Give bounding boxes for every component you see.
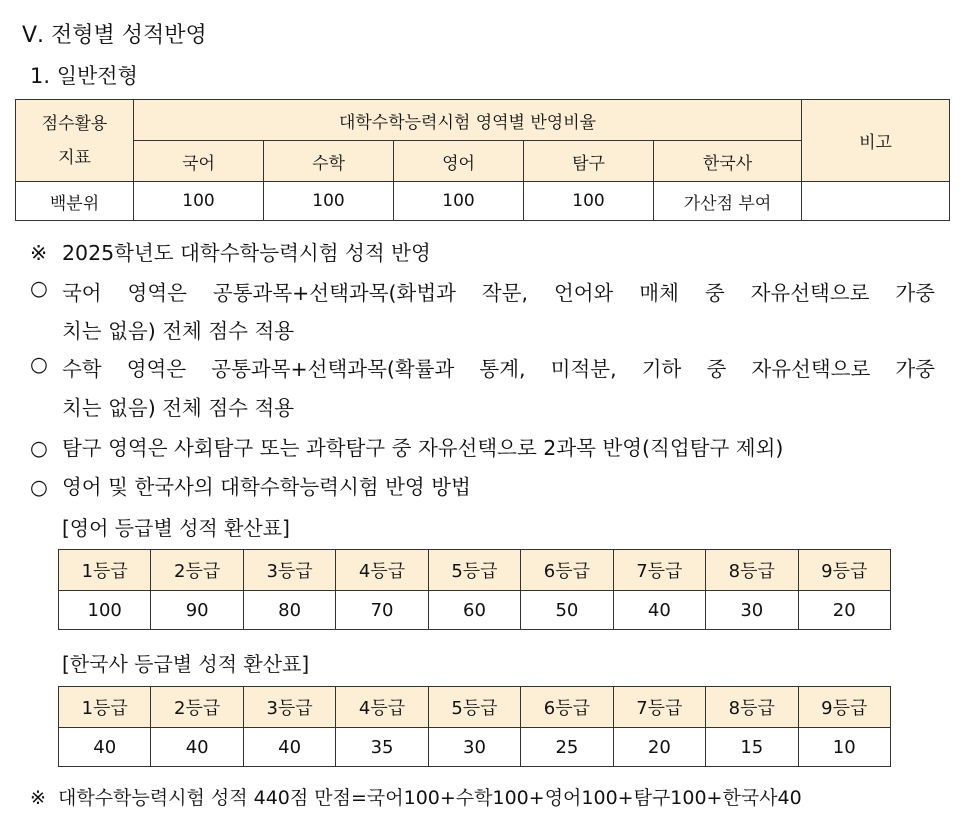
note-csat-year	[30, 236, 431, 266]
history-grade-table	[58, 686, 891, 767]
circle-bullet-icon: ○	[30, 276, 48, 300]
cell-index: 백분위	[16, 182, 134, 221]
grade-score: 100	[59, 591, 151, 630]
header-subject: 한국사	[654, 141, 802, 182]
grade-header: 7등급	[613, 687, 705, 728]
note-text: 탐구 영역은 사회탐구 또는 과학탐구 중 자유선택으로 2과목 반영(직업탐구 제외)	[62, 436, 784, 460]
note-text-continued: 치는 없음) 전체 점수 적용	[62, 396, 295, 420]
grade-header: 9등급	[798, 687, 891, 728]
grade-score: 50	[521, 591, 613, 630]
header-subject: 탐구	[524, 141, 654, 182]
table-row	[16, 182, 950, 221]
grade-score: 70	[336, 591, 428, 630]
score-ratio-table	[15, 99, 950, 221]
circle-bullet-icon: ○	[30, 352, 48, 376]
note-english-history	[30, 470, 471, 500]
grade-header: 5등급	[428, 550, 520, 591]
footer-note-text: 대학수학능력시험 성적 440점 만점=국어100+수학100+영어100+탐구100+한국사40	[58, 787, 802, 809]
note-text: 국어 영역은 공통과목+선택과목(화법과 작문, 언어와 매체 중 자유선택으로 가중	[62, 281, 935, 305]
grade-header: 2등급	[151, 687, 243, 728]
cell-value: 100	[524, 182, 654, 221]
grade-score: 25	[521, 728, 613, 767]
history-table-caption: [한국사 등급별 성적 환산표]	[62, 652, 310, 676]
grade-score: 30	[428, 728, 520, 767]
cell-value: 100	[394, 182, 524, 221]
grade-header: 3등급	[243, 550, 335, 591]
table-row	[59, 728, 891, 767]
note-text: 수학 영역은 공통과목+선택과목(확률과 통계, 미적분, 기하 중 자유선택으로 가중	[62, 357, 935, 381]
grade-header: 4등급	[336, 687, 428, 728]
header-subject: 영어	[394, 141, 524, 182]
grade-header: 3등급	[243, 687, 335, 728]
header-subject: 수학	[264, 141, 394, 182]
grade-header: 8등급	[706, 550, 798, 591]
circle-bullet-icon: ○	[30, 475, 48, 499]
reference-mark-icon: ※	[30, 241, 48, 265]
header-subject: 국어	[134, 141, 264, 182]
grade-score: 40	[613, 591, 705, 630]
grade-score: 40	[243, 728, 335, 767]
note-math	[30, 352, 935, 382]
header-score-index-line1: 점수활용	[41, 113, 108, 134]
grade-header: 6등급	[521, 687, 613, 728]
note-inquiry	[30, 431, 783, 461]
subsection-title: 1. 일반전형	[30, 64, 138, 88]
grade-score: 60	[428, 591, 520, 630]
section-title: Ⅴ. 전형별 성적반영	[22, 23, 207, 48]
grade-header: 7등급	[613, 550, 705, 591]
grade-score: 40	[59, 728, 151, 767]
cell-value: 가산점 부여	[654, 182, 802, 221]
header-score-index-line2: 지표	[58, 147, 91, 168]
grade-score: 90	[151, 591, 243, 630]
reference-mark-icon: ※	[30, 787, 46, 809]
english-grade-table	[58, 549, 891, 630]
grade-header: 2등급	[151, 550, 243, 591]
cell-note	[802, 182, 950, 221]
grade-header: 9등급	[798, 550, 891, 591]
grade-score: 80	[243, 591, 335, 630]
grade-header: 4등급	[336, 550, 428, 591]
note-text-continued: 치는 없음) 전체 점수 적용	[62, 319, 295, 343]
english-table-caption: [영어 등급별 성적 환산표]	[62, 516, 290, 540]
grade-header: 6등급	[521, 550, 613, 591]
note-text: 영어 및 한국사의 대학수학능력시험 반영 방법	[62, 475, 471, 499]
grade-score: 20	[798, 591, 891, 630]
grade-score: 30	[706, 591, 798, 630]
cell-value: 100	[264, 182, 394, 221]
grade-header: 8등급	[706, 687, 798, 728]
grade-score: 10	[798, 728, 891, 767]
header-score-index	[16, 100, 134, 182]
grade-header: 1등급	[59, 550, 151, 591]
grade-header: 1등급	[59, 687, 151, 728]
grade-score: 20	[613, 728, 705, 767]
grade-header: 5등급	[428, 687, 520, 728]
table-row	[59, 591, 891, 630]
grade-score: 40	[151, 728, 243, 767]
circle-bullet-icon: ○	[30, 436, 48, 460]
note-text: 2025학년도 대학수학능력시험 성적 반영	[62, 241, 431, 265]
footer-note	[30, 783, 802, 810]
grade-score: 15	[706, 728, 798, 767]
header-csat-ratio: 대학수학능력시험 영역별 반영비율	[134, 100, 802, 141]
header-note: 비고	[802, 100, 950, 182]
note-korean	[30, 276, 935, 306]
grade-score: 35	[336, 728, 428, 767]
cell-value: 100	[134, 182, 264, 221]
table-header-row	[59, 687, 891, 728]
table-header-row	[59, 550, 891, 591]
